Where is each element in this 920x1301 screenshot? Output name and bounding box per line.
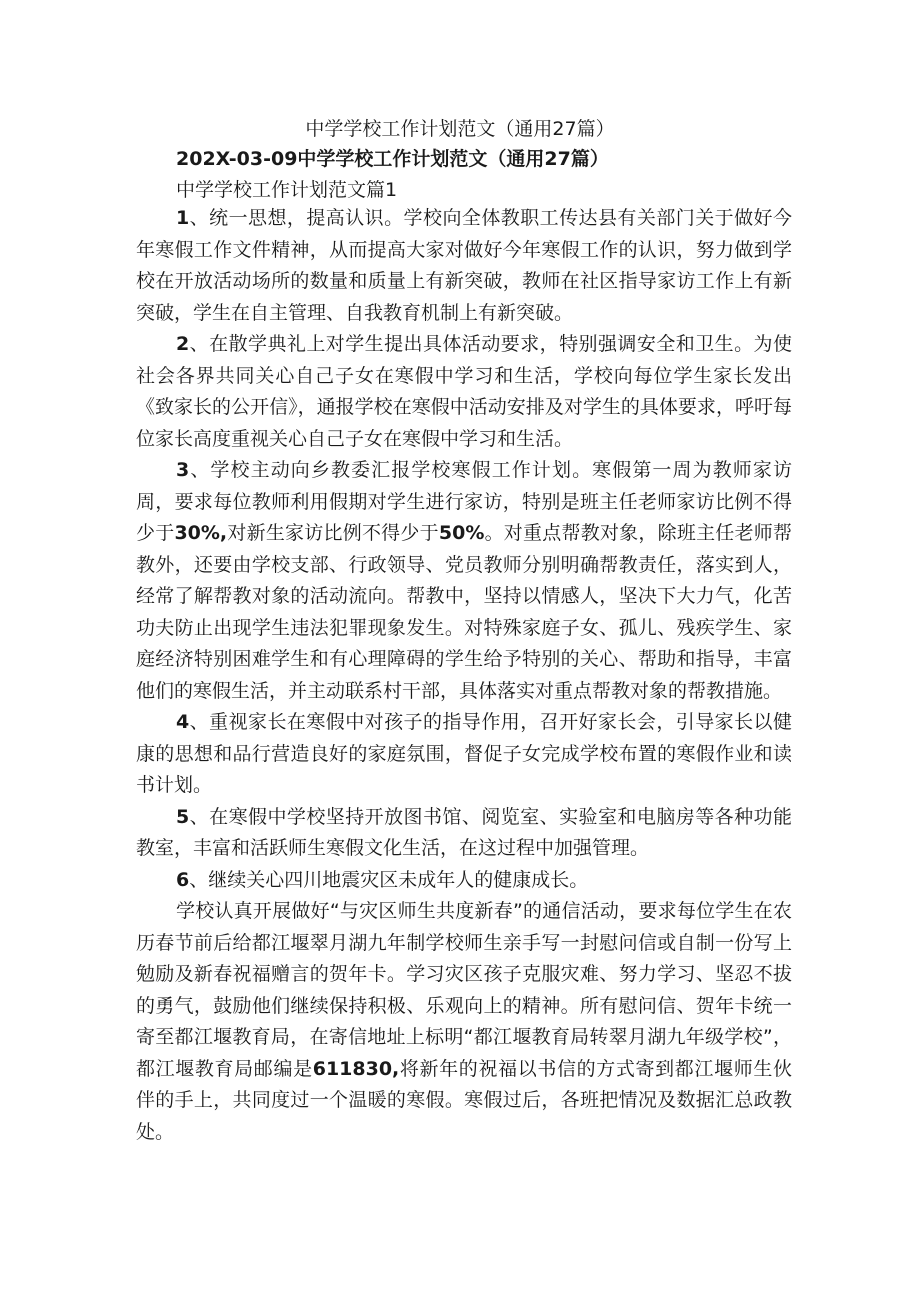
- item-number: 5: [176, 805, 190, 828]
- percentage-value: 50%: [438, 522, 485, 544]
- paragraph-text: 、重视家长在寒假中对孩子的指导作用，召开好家长会，引导家长以健康的思想和品行营造良好的家庭氛围，督促子女完成学校布置的寒假作业和读书计划。: [136, 711, 792, 796]
- paragraph-text: 、在寒假中学校坚持开放图书馆、阅览室、实验室和电脑房等各种功能教室，丰富和活跃师生寒假文化生活，在这过程中加强管理。: [136, 805, 792, 859]
- paragraph-text: 。对重点帮教对象，除班主任老师帮教外，还要由学校支部、行政领导、党员教师分别明确帮教责任，落实到人，经常了解帮教对象的活动流向。帮教中，坚持以情感人，坚决下大力气，化苦功夫防止出现学生违法犯罪现象发生。对特殊家庭子女、孤儿、残疾学生、家庭经济特别困难学生和有心理障碍的学生给予特别的关心、帮助和指导，丰富他们的寒假生活，并主动联系村干部，具体落实对重点帮教对象的帮教措施。: [136, 522, 792, 702]
- paragraph-2: [136, 329, 792, 455]
- paragraph-5: [136, 802, 792, 865]
- paragraph-text: 、统一思想，提高认识。学校向全体教职工传达县有关部门关于做好今年寒假工作文件精神，从而提高大家对做好今年寒假工作的认识，努力做到学校在开放活动场所的数量和质量上有新突破，教师在社区指导家访工作上有新突破，学生在自主管理、自我教育机制上有新突破。: [136, 207, 792, 324]
- paragraph-text: 、学校主动向乡教委汇报学校寒假工作计划。寒假第一周为教师家访周，要求每位教师利用假期对学生进行家访，特别是班主任老师家访比例不得少于: [136, 459, 792, 544]
- paragraph-6: [136, 865, 792, 897]
- percentage-value: 30%,: [174, 522, 228, 544]
- section-heading: [176, 177, 397, 203]
- section-heading-text: 中学学校工作计划范文篇1: [176, 179, 398, 201]
- postal-code: 611830,: [312, 1057, 400, 1080]
- date-title: 202X-03-09中学学校工作计划范文（通用27篇）: [176, 148, 609, 170]
- item-number: 2: [176, 333, 190, 355]
- paragraph-4: [136, 707, 792, 802]
- paragraph-7: [136, 896, 792, 1148]
- paragraph-text: 对新生家访比例不得少于: [227, 522, 439, 544]
- paragraph-3: [136, 455, 792, 707]
- document-title: 中学学校工作计划范文（通用27篇）: [305, 118, 615, 140]
- item-number: 1: [176, 207, 190, 229]
- paragraph-text: 、在散学典礼上对学生提出具体活动要求，特别强调安全和卫生。为使社会各界共同关心自己子女在寒假中学习和生活，学校向每位学生家长发出《致家长的公开信》，通报学校在寒假中活动安排及对学生的具体要求，呼吁每位家长高度重视关心自己子女在寒假中学习和生活。: [136, 333, 792, 450]
- paragraph-1: [136, 203, 792, 329]
- document-body: [136, 203, 792, 1148]
- item-number: 4: [176, 711, 190, 733]
- paragraph-text: 将新年的祝福以书信的方式寄到都江堰师生伙伴的手上，共同度过一个温暖的寒假。寒假过后，各班把情况及数据汇总政教处。: [136, 1057, 792, 1143]
- paragraph-text: 、继续关心四川地震灾区未成年人的健康成长。: [189, 868, 589, 891]
- paragraph-text: 学校认真开展做好“与灾区师生共度新春”的通信活动，要求每位学生在农历春节前后给都江堰翠月湖九年制学校师生亲手写一封慰问信或自制一份写上勉励及新春祝福赠言的贺年卡。学习灾区孩子克服灾难、努力学习、坚忍不拔的勇气，鼓励他们继续保持积极、乐观向上的精神。所有慰问信、贺年卡统一寄至都江堰教育局，在寄信地址上标明“都江堰教育局转翠月湖九年级学校”，都江堰教育局邮编是: [136, 900, 792, 1080]
- item-number: 6: [176, 868, 190, 891]
- item-number: 3: [176, 459, 190, 481]
